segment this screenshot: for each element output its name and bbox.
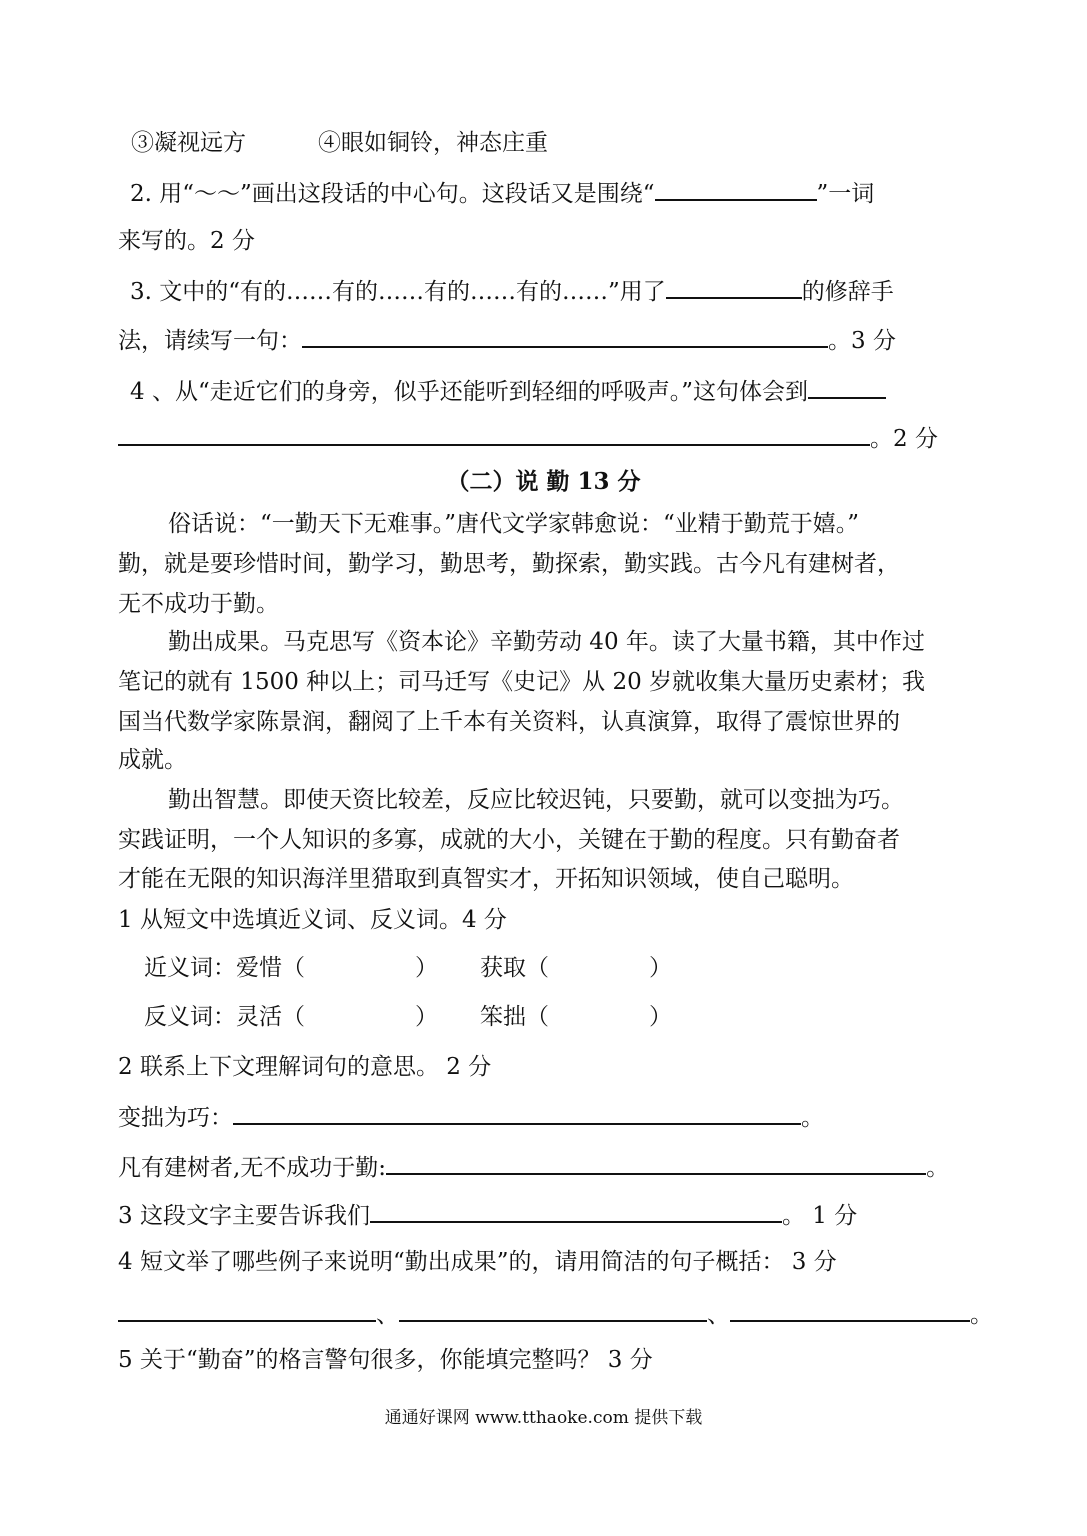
item-label: 凡有建树者,无不成功于勤: bbox=[118, 1155, 387, 1181]
item-label: 变拙为巧： bbox=[118, 1105, 233, 1131]
passage-p3-line3: 才能在无限的知识海洋里猎取到真智实才，开拓知识领域，使自己聪明。 bbox=[118, 866, 854, 892]
question-2-line2: 来写的。2 分 bbox=[118, 228, 255, 254]
question-3-prompt: 法，请续写一句： bbox=[118, 328, 302, 354]
answer-blank[interactable] bbox=[666, 275, 802, 299]
passage-p3-line2: 实践证明，一个人知识的多寡，成就的大小，关键在于勤的程度。只有勤奋者 bbox=[118, 827, 900, 853]
paren-close: ） bbox=[415, 955, 438, 981]
question-2-text-end: ”一词 bbox=[816, 181, 875, 207]
antonym-word-2: 笨拙（ bbox=[480, 1004, 549, 1030]
passage-p2-line2: 笔记的就有 1500 种以上；司马迁写《史记》从 20 岁就收集大量历史素材；我 bbox=[118, 669, 926, 695]
answer-blank[interactable] bbox=[233, 1101, 801, 1125]
synonym-row-2 bbox=[480, 953, 672, 983]
paren-close: ） bbox=[415, 1004, 438, 1030]
question-4-answers bbox=[118, 1298, 993, 1330]
passage-p3-line1: 勤出智慧。即使天资比较差，反应比较迟钝，只要勤，就可以变拙为巧。 bbox=[168, 787, 904, 813]
answer-blank[interactable] bbox=[655, 177, 817, 201]
end-mark: 。 bbox=[970, 1302, 993, 1328]
item-end: 。 bbox=[926, 1155, 950, 1181]
antonym-row bbox=[144, 1002, 438, 1032]
passage-p2-line3: 国当代数学家陈景润，翻阅了上千本有关资料，认真演算，取得了震惊世界的 bbox=[118, 709, 900, 735]
answer-blank[interactable] bbox=[808, 375, 886, 399]
question-4-text: 4 、从“走近它们的身旁，似乎还能听到轻细的呼吸声。”这句体会到 bbox=[130, 379, 808, 405]
question-4: 4 短文举了哪些例子来说明“勤出成果”的，请用简洁的句子概括： 3 分 bbox=[118, 1249, 837, 1275]
question-4-score: 。2 分 bbox=[870, 426, 938, 452]
separator: 、 bbox=[707, 1302, 730, 1328]
question-3-line2 bbox=[118, 324, 896, 356]
question-2-line1 bbox=[130, 177, 874, 209]
separator: 、 bbox=[376, 1302, 399, 1328]
synonym-row bbox=[144, 953, 438, 983]
antonym-row-2 bbox=[480, 1002, 672, 1032]
item-end: 。 bbox=[801, 1105, 824, 1131]
option-3: ③凝视远方 bbox=[131, 130, 246, 156]
answer-blank[interactable] bbox=[118, 422, 870, 446]
answer-blank[interactable] bbox=[118, 1298, 376, 1322]
question-2-item-2 bbox=[118, 1151, 949, 1183]
option-4: ④眼如铜铃，神态庄重 bbox=[318, 130, 548, 156]
answer-blank[interactable] bbox=[386, 1151, 926, 1175]
answer-blank[interactable] bbox=[370, 1199, 782, 1223]
answer-blank[interactable] bbox=[399, 1298, 707, 1322]
answer-blank[interactable] bbox=[730, 1298, 970, 1322]
synonym-word-2: 获取（ bbox=[480, 955, 549, 981]
passage-p2-line4: 成就。 bbox=[118, 747, 187, 773]
synonym-label: 近义词：爱惜（ bbox=[144, 955, 305, 981]
passage-p1-line2: 勤，就是要珍惜时间，勤学习，勤思考，勤探索，勤实践。古今凡有建树者， bbox=[118, 551, 900, 577]
question-3 bbox=[118, 1199, 857, 1231]
question-3-score: 。3 分 bbox=[828, 328, 896, 354]
paren-close: ） bbox=[649, 955, 672, 981]
passage-p1-line3: 无不成功于勤。 bbox=[118, 591, 279, 617]
question-3-line1 bbox=[130, 275, 894, 307]
question-5: 5 关于“勤奋”的格言警句很多，你能填完整吗？ 3 分 bbox=[118, 1347, 653, 1373]
question-2: 2 联系上下文理解词句的意思。 2 分 bbox=[118, 1054, 492, 1080]
antonym-label: 反义词：灵活（ bbox=[144, 1004, 305, 1030]
question-3-text: 3. 文中的“有的……有的……有的……有的……”用了 bbox=[130, 279, 666, 305]
passage-p2-line1: 勤出成果。马克思写《资本论》辛勤劳动 40 年。读了大量书籍，其中作过 bbox=[168, 629, 925, 655]
passage-p1-line1: 俗话说：“一勤天下无难事。”唐代文学家韩愈说：“业精于勤荒于嬉。” bbox=[168, 511, 860, 537]
question-3-prompt: 3 这段文字主要告诉我们 bbox=[118, 1203, 370, 1229]
paren-close: ） bbox=[649, 1004, 672, 1030]
question-4-line2 bbox=[118, 422, 938, 454]
page-footer: 通通好课网 www.tthaoke.com 提供下载 bbox=[384, 1408, 703, 1428]
question-1: 1 从短文中选填近义词、反义词。4 分 bbox=[118, 907, 507, 933]
question-3-text-end: 的修辞手 bbox=[801, 279, 894, 305]
question-2-item-1 bbox=[118, 1101, 824, 1133]
answer-blank[interactable] bbox=[302, 324, 828, 348]
section-title: （二）说 勤 13 分 bbox=[446, 468, 641, 495]
question-4-line1 bbox=[130, 375, 886, 407]
question-3-score: 。 1 分 bbox=[781, 1203, 858, 1229]
question-2-text: 2. 用“～～”画出这段话的中心句。这段话又是围绕“ bbox=[130, 181, 655, 207]
